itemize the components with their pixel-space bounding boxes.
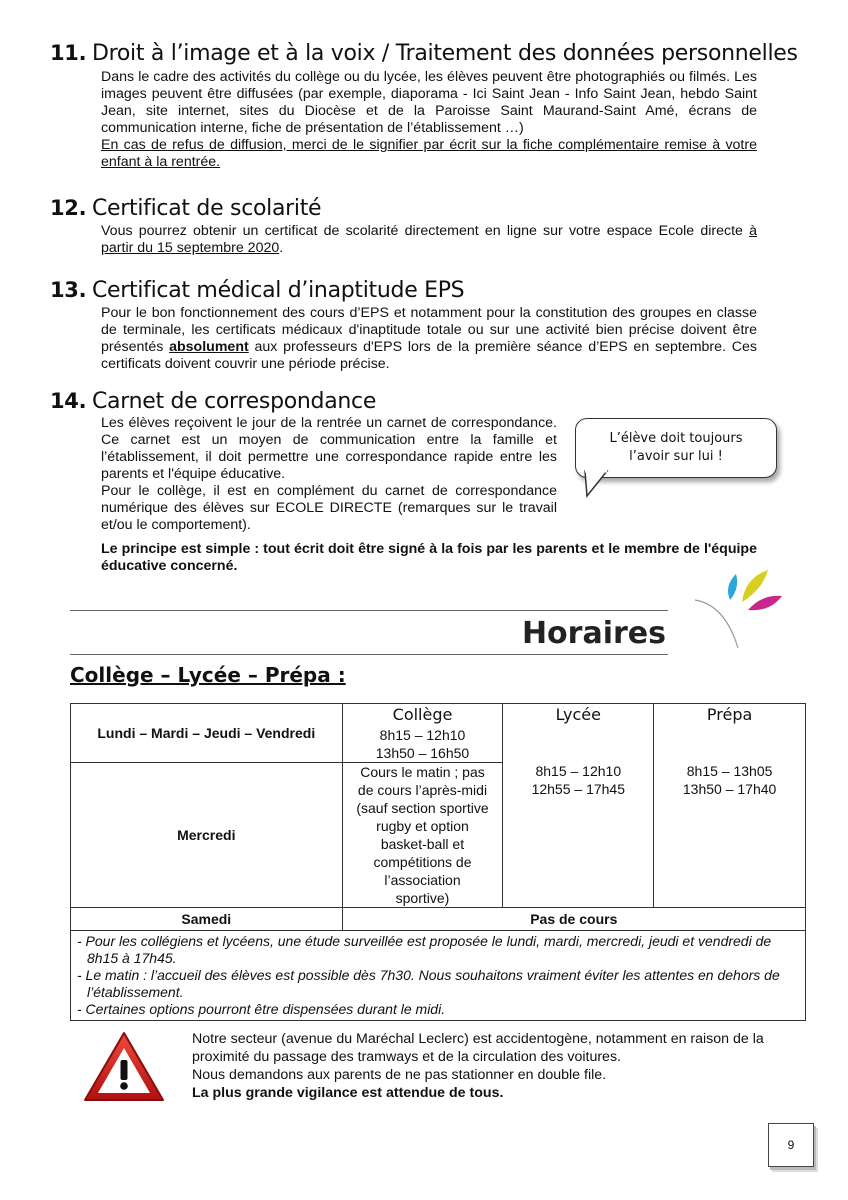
paragraph-text: Dans le cadre des activités du collège ou du lycée, les élèves peuvent être photographiés ou filmés. Les images peuvent être diffusées (par exemple, diaporama - Ici Saint Jean - Info Saint Jean, hebdo Saint Jean, site internet, sites du Diocèse et de la Paroisse Saint Maurand-Saint Amé, écrans de communication interne, fiche de présentation de l’établissement …)	[101, 69, 757, 136]
school-logo-icon	[690, 560, 790, 660]
time-range: 13h50 – 16h50	[375, 745, 470, 761]
wednesday-line: Cours le matin ; pas	[360, 764, 485, 780]
wednesday-line: basket-ball et	[380, 836, 465, 852]
time-range: 12h55 – 17h45	[531, 781, 626, 797]
paragraph-text-after: aux professeurs d'EPS lors de la première séance d’EPS en septembre. Ces certificats doivent couvrir une période précise.	[101, 339, 757, 372]
prepa-cell	[654, 704, 806, 908]
section-title: Droit à l’image et à la voix / Traitement des données personnelles	[92, 41, 798, 66]
section-13-heading	[50, 277, 464, 304]
underlined-date: à partir du 15 septembre 2020	[101, 223, 757, 256]
paragraph-text: Vous pourrez obtenir un certificat de scolarité directement en ligne sur votre espace Ecole directe	[101, 223, 750, 239]
underlined-notice: En cas de refus de diffusion, merci de le signifier par écrit sur la fiche complémentaire remise à votre enfant à la rentrée.	[101, 137, 757, 170]
time-range: 13h50 – 17h40	[682, 781, 777, 797]
safety-warning	[192, 1030, 792, 1102]
warning-bold: La plus grande vigilance est attendue de tous.	[192, 1085, 504, 1101]
column-header-lycee: Lycée	[555, 705, 601, 724]
college-weekday-cell	[342, 704, 503, 763]
page-number: 9	[768, 1123, 814, 1167]
section-12-heading	[50, 195, 321, 222]
note-item: - Certaines options pourront être dispensées durant le midi.	[77, 1001, 446, 1017]
speech-bubble	[575, 418, 777, 478]
warning-line: Nous demandons aux parents de ne pas stationner en double file.	[192, 1067, 607, 1083]
column-header-prepa: Prépa	[706, 705, 753, 724]
paragraph-text: Les élèves reçoivent le jour de la rentrée un carnet de correspondance. Ce carnet est un moyen de communication entre la famille et l’établissement, il doit permettre une correspondance rapide entre les parents et l'équipe éducative.	[101, 415, 557, 482]
column-header-college: Collège	[392, 705, 453, 724]
section-title: Carnet de correspondance	[92, 389, 377, 414]
section-title: Certificat de scolarité	[92, 196, 322, 221]
wednesday-line: de cours l’après-midi	[357, 782, 488, 798]
wednesday-line: (sauf section sportive	[356, 800, 489, 816]
section-11-heading	[50, 40, 798, 67]
horaires-title: Horaires	[521, 616, 666, 651]
paragraph-text-2: Pour le collège, il est en complément du carnet de correspondance numérique des élèves sur ECOLE DIRECTE (remarques sur le travail et/ou le comportement).	[101, 483, 557, 533]
section-14-heading	[50, 388, 376, 415]
lycee-cell	[503, 704, 654, 908]
warning-line: Notre secteur (avenue du Maréchal Leclerc) est accidentogène, notamment en raison de la proximité du passage des tramways et de la circulation des voitures.	[192, 1031, 764, 1065]
wednesday-line: compétitions de	[373, 854, 472, 870]
section-number: 12.	[50, 196, 87, 220]
bubble-tail-icon	[575, 470, 635, 500]
section-number: 14.	[50, 389, 87, 413]
schedule-table	[70, 703, 806, 1021]
note-item: - Le matin : l’accueil des élèves est possible dès 7h30. Nous souhaitons vraiment éviter les attentes en dehors de l’établissement.	[77, 967, 780, 1000]
emphasis-word: absolument	[169, 339, 249, 355]
note-item: - Pour les collégiens et lycéens, une étude surveillée est proposée le lundi, mardi, mercredi, jeudi et vendredi de 8h15 à 17h45.	[77, 933, 772, 966]
paragraph-end: .	[279, 240, 284, 256]
table-row	[71, 931, 806, 1021]
time-range: 8h15 – 13h05	[686, 763, 773, 779]
college-wednesday-cell	[342, 763, 503, 908]
wednesday-line: sportive)	[395, 890, 450, 906]
row-label-wednesday: Mercredi	[71, 763, 343, 908]
section-number: 13.	[50, 278, 87, 302]
paragraph-text: Pour le bon fonctionnement des cours d’EPS et notamment pour la constitution des groupes en classe de terminale, les certificats médicaux d'inaptitude totale ou sur une activité bien précise doivent être présentés	[101, 305, 757, 355]
section-12-body	[101, 223, 757, 257]
bubble-line-2: l’avoir sur lui !	[629, 449, 723, 464]
bubble-line-1: L’élève doit toujours	[609, 431, 743, 446]
saturday-value: Pas de cours	[342, 908, 805, 931]
row-label-weekdays: Lundi – Mardi – Jeudi – Vendredi	[71, 704, 343, 763]
table-row	[71, 908, 806, 931]
wednesday-line: rugby et option	[376, 818, 469, 834]
section-13-body	[101, 305, 757, 373]
section-title: Certificat médical d’inaptitude EPS	[92, 278, 465, 303]
section-11-body	[101, 69, 757, 171]
divider-bottom	[70, 654, 668, 655]
row-label-saturday: Samedi	[71, 908, 343, 931]
wednesday-line: l’association	[384, 872, 461, 888]
schedule-notes	[71, 931, 806, 1021]
time-range: 8h15 – 12h10	[379, 727, 466, 743]
time-range: 8h15 – 12h10	[535, 763, 622, 779]
schedule-subtitle: Collège – Lycée – Prépa :	[70, 663, 346, 687]
section-14-body	[101, 415, 557, 534]
section-14-bold-note: Le principe est simple : tout écrit doit être signé à la fois par les parents et le membre de l'équipe éducative concerné.	[101, 541, 757, 574]
section-number: 11.	[50, 41, 87, 65]
divider-top	[70, 610, 668, 611]
table-row	[71, 704, 806, 763]
warning-triangle-icon	[82, 1030, 166, 1104]
